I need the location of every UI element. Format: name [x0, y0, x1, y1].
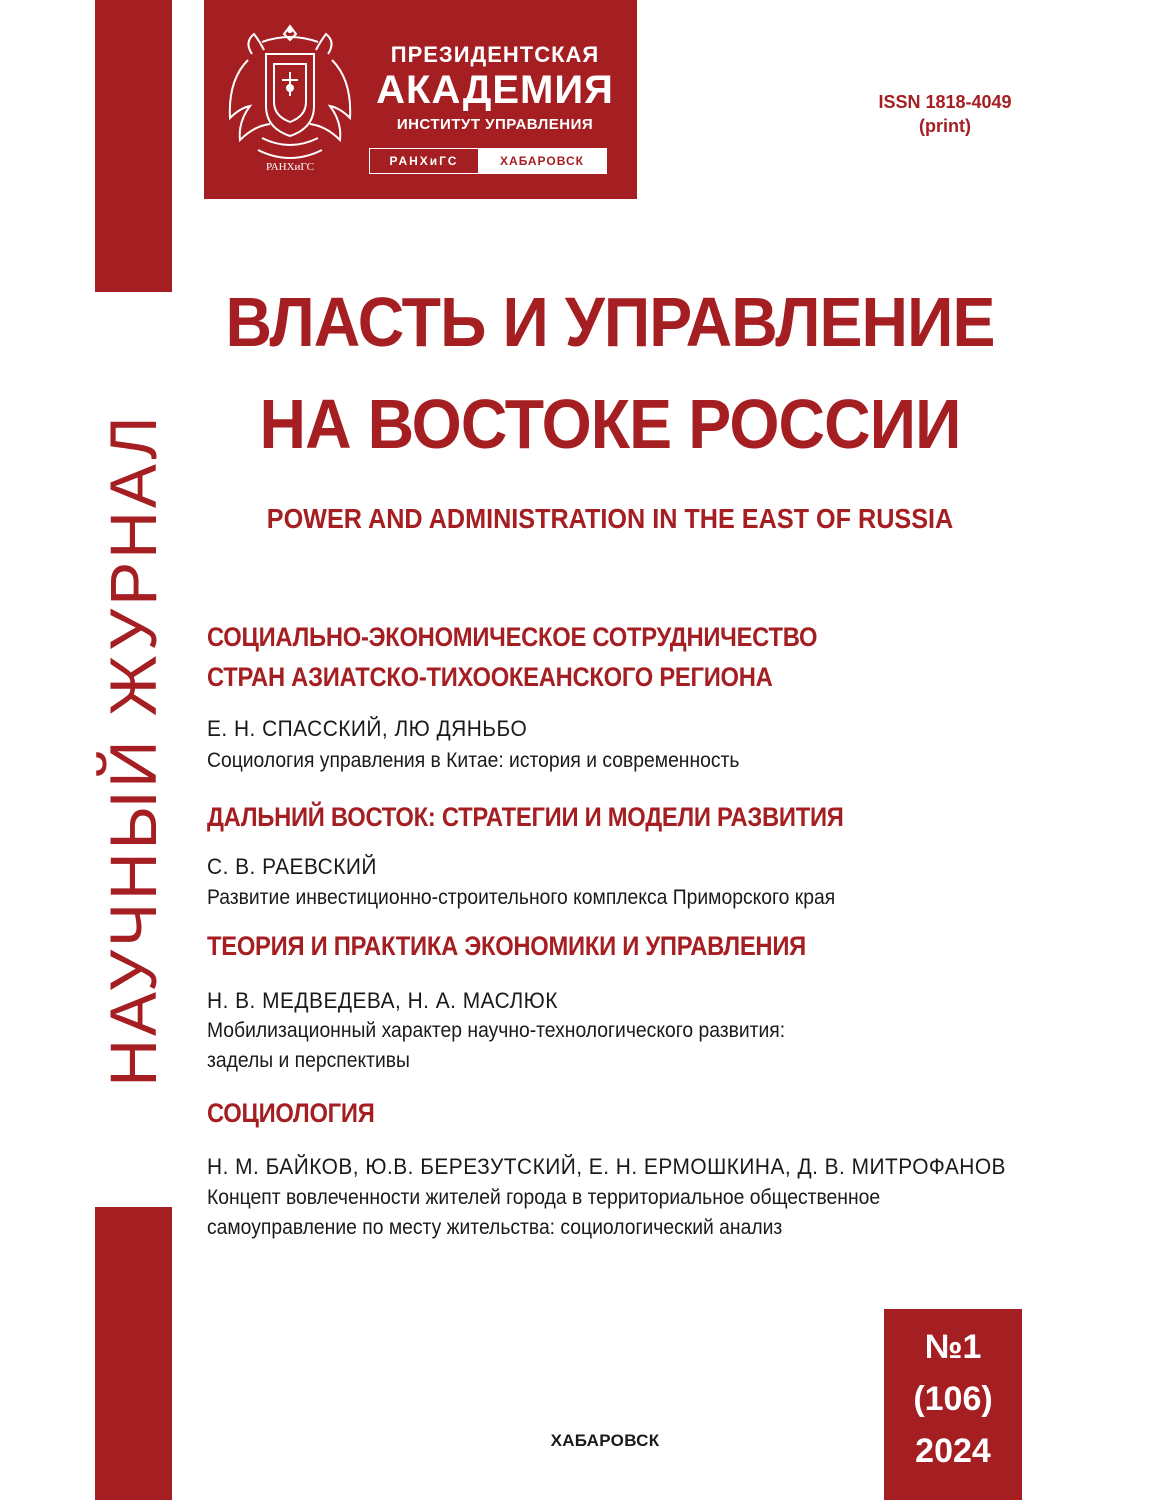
academy-logo-block [204, 0, 637, 199]
logo-tag [369, 148, 607, 174]
issue-number: №1 [924, 1328, 982, 1366]
logo-line-academy: АКАДЕМИЯ [376, 68, 614, 112]
issn-print: (print) [919, 116, 971, 136]
publication-city: ХАБАРОВСК [550, 1431, 660, 1450]
logo-line-institute: ИНСТИТУТ УПРАВЛЕНИЯ [396, 116, 594, 133]
emblem-caption: РАНХиГС [266, 161, 314, 173]
section-heading: СТРАН АЗИАТСКО-ТИХООКЕАНСКОГО РЕГИОНА [207, 662, 773, 692]
issn-label [840, 90, 1050, 138]
logo-tag-ranepa: РАНХиГС [389, 154, 459, 168]
article-title: Социология управления в Китае: история и современность [207, 749, 740, 772]
issue-total: (106) [913, 1380, 993, 1418]
article-title: Мобилизационный характер научно-технологического развития: [207, 1019, 786, 1042]
journal-title-line-1: ВЛАСТЬ И УПРАВЛЕНИЕ [225, 283, 995, 361]
section-heading: ТЕОРИЯ И ПРАКТИКА ЭКОНОМИКИ И УПРАВЛЕНИЯ [207, 931, 806, 961]
vertical-journal-label: НАУЧНЫЙ ЖУРНАЛ [96, 413, 170, 1087]
section-heading: ДАЛЬНИЙ ВОСТОК: СТРАТЕГИИ И МОДЕЛИ РАЗВИТИЯ [207, 802, 844, 832]
logo-line-presidential: ПРЕЗИДЕНТСКАЯ [390, 42, 600, 67]
article-authors: Е. Н. СПАССКИЙ, ЛЮ ДЯНЬБО [207, 716, 528, 741]
article-title: заделы и перспективы [207, 1049, 410, 1072]
article-authors: С. В. РАЕВСКИЙ [207, 854, 377, 879]
article-title: Развитие инвестиционно-строительного комплекса Приморского края [207, 886, 836, 909]
article-authors: Н. М. БАЙКОВ, Ю.В. БЕРЕЗУТСКИЙ, Е. Н. ЕРМОШКИНА, Д. В. МИТРОФАНОВ [207, 1154, 1006, 1179]
journal-title-line-2: НА ВОСТОКЕ РОССИИ [259, 385, 961, 463]
left-bar-bottom [95, 1207, 172, 1500]
article-title: Концепт вовлеченности жителей города в территориальное общественное [207, 1186, 881, 1209]
issue-number-badge [884, 1309, 1022, 1500]
issn-number: ISSN 1818-4049 [878, 92, 1012, 112]
section-heading: СОЦИОЛОГИЯ [207, 1098, 375, 1128]
section-heading: СОЦИАЛЬНО-ЭКОНОМИЧЕСКОЕ СОТРУДНИЧЕСТВО [207, 622, 818, 652]
double-headed-eagle-emblem-icon [222, 20, 358, 184]
article-authors: Н. В. МЕДВЕДЕВА, Н. А. МАСЛЮК [207, 988, 558, 1013]
issue-year: 2024 [915, 1432, 991, 1470]
journal-title-english: POWER AND ADMINISTRATION IN THE EAST OF RUSSIA [266, 503, 954, 534]
logo-tag-city: ХАБАРОВСК [478, 149, 606, 173]
article-title: самоуправление по месту жительства: социологический анализ [207, 1216, 783, 1239]
left-bar-top [95, 0, 172, 292]
